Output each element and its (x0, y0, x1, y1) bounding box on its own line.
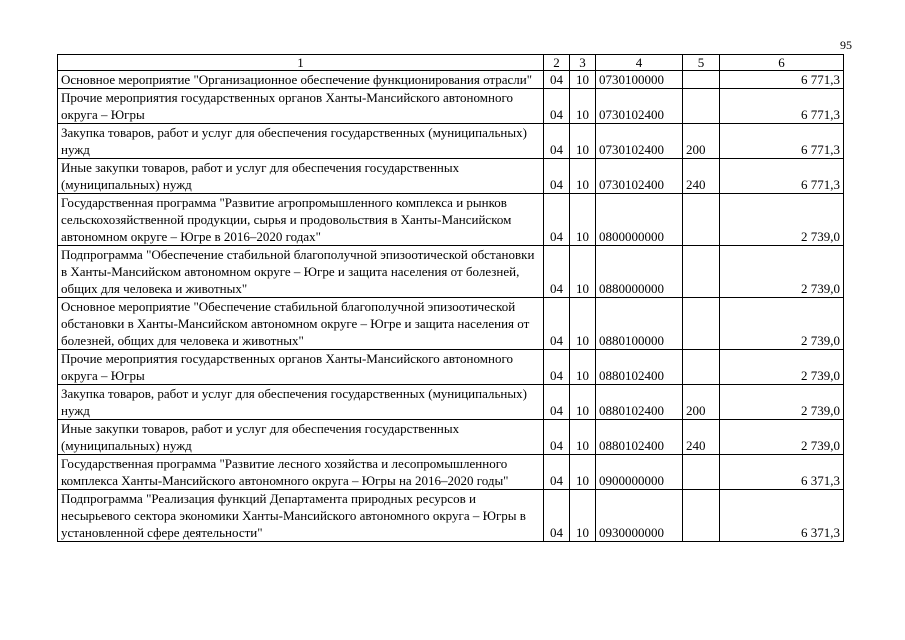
row-section: 04 (544, 420, 570, 455)
table-row (58, 490, 844, 542)
row-subsection: 10 (570, 194, 596, 246)
table-row (58, 159, 844, 194)
budget-table (57, 54, 844, 542)
row-subsection: 10 (570, 159, 596, 194)
row-section: 04 (544, 89, 570, 124)
row-amount: 6 371,3 (720, 490, 844, 542)
row-target: 0730102400 (596, 159, 683, 194)
row-type (683, 194, 720, 246)
row-subsection: 10 (570, 490, 596, 542)
row-section: 04 (544, 124, 570, 159)
row-type: 240 (683, 420, 720, 455)
row-name: Основное мероприятие "Обеспечение стабильной благополучной эпизоотической обстановки в Ханты-Мансийском автономном округе – Югре и защита населения от болезней, общих для человека и животных" (58, 298, 544, 350)
row-target: 0880102400 (596, 350, 683, 385)
row-amount: 2 739,0 (720, 298, 844, 350)
row-name: Иные закупки товаров, работ и услуг для обеспечения государственных (муниципальных) нужд (58, 159, 544, 194)
row-target: 0930000000 (596, 490, 683, 542)
row-name: Прочие мероприятия государственных органов Ханты-Мансийского автономного округа – Югры (58, 350, 544, 385)
row-section: 04 (544, 385, 570, 420)
row-target: 0730102400 (596, 124, 683, 159)
row-subsection: 10 (570, 455, 596, 490)
row-target: 0880000000 (596, 246, 683, 298)
table-row (58, 246, 844, 298)
row-amount: 6 371,3 (720, 455, 844, 490)
row-type: 200 (683, 385, 720, 420)
header-cell-amount: 6 (720, 55, 844, 71)
row-name: Подпрограмма "Обеспечение стабильной благополучной эпизоотической обстановки в Ханты-Мансийском автономном округе – Югре и защита населения от болезней, общих для человека и животных" (58, 246, 544, 298)
row-subsection: 10 (570, 350, 596, 385)
row-type (683, 89, 720, 124)
row-subsection: 10 (570, 385, 596, 420)
row-type (683, 298, 720, 350)
row-target: 0730102400 (596, 89, 683, 124)
row-type (683, 455, 720, 490)
row-subsection: 10 (570, 89, 596, 124)
row-amount: 2 739,0 (720, 385, 844, 420)
row-amount: 6 771,3 (720, 71, 844, 89)
table-row (58, 194, 844, 246)
row-name: Прочие мероприятия государственных органов Ханты-Мансийского автономного округа – Югры (58, 89, 544, 124)
row-amount: 6 771,3 (720, 159, 844, 194)
row-subsection: 10 (570, 420, 596, 455)
table-row (58, 124, 844, 159)
row-name: Закупка товаров, работ и услуг для обеспечения государственных (муниципальных) нужд (58, 385, 544, 420)
row-type: 240 (683, 159, 720, 194)
row-section: 04 (544, 246, 570, 298)
row-section: 04 (544, 159, 570, 194)
row-target: 0730100000 (596, 71, 683, 89)
row-target: 0880102400 (596, 385, 683, 420)
page-number: 95 (840, 38, 852, 52)
row-section: 04 (544, 194, 570, 246)
header-cell-type: 5 (683, 55, 720, 71)
table-row (58, 420, 844, 455)
row-amount: 2 739,0 (720, 246, 844, 298)
header-cell-target: 4 (596, 55, 683, 71)
row-target: 0880102400 (596, 420, 683, 455)
table-row (58, 89, 844, 124)
row-name: Закупка товаров, работ и услуг для обеспечения государственных (муниципальных) нужд (58, 124, 544, 159)
row-name: Подпрограмма "Реализация функций Департамента природных ресурсов и несырьевого сектора экономики Ханты-Мансийского автономного округа – Югры в установленной сфере деятельности" (58, 490, 544, 542)
row-target: 0800000000 (596, 194, 683, 246)
row-type (683, 350, 720, 385)
row-amount: 2 739,0 (720, 350, 844, 385)
row-name: Государственная программа "Развитие агропромышленного комплекса и рынков сельскохозяйственной продукции, сырья и продовольствия в Ханты-Мансийском автономном округе – Югре в 2016–2020 годах" (58, 194, 544, 246)
row-target: 0880100000 (596, 298, 683, 350)
row-type (683, 71, 720, 89)
row-amount: 6 771,3 (720, 124, 844, 159)
table-row (58, 350, 844, 385)
table-row (58, 455, 844, 490)
row-name: Иные закупки товаров, работ и услуг для обеспечения государственных (муниципальных) нужд (58, 420, 544, 455)
table-row (58, 385, 844, 420)
row-section: 04 (544, 298, 570, 350)
row-name: Государственная программа "Развитие лесного хозяйства и лесопромышленного комплекса Ханты-Мансийского автономного округа – Югры на 2016–2020 годы" (58, 455, 544, 490)
row-section: 04 (544, 455, 570, 490)
row-subsection: 10 (570, 246, 596, 298)
row-amount: 6 771,3 (720, 89, 844, 124)
row-type (683, 490, 720, 542)
row-section: 04 (544, 71, 570, 89)
row-section: 04 (544, 350, 570, 385)
row-type: 200 (683, 124, 720, 159)
table-row (58, 71, 844, 89)
row-subsection: 10 (570, 124, 596, 159)
table-row (58, 298, 844, 350)
row-amount: 2 739,0 (720, 194, 844, 246)
header-row (58, 55, 844, 71)
row-subsection: 10 (570, 71, 596, 89)
row-section: 04 (544, 490, 570, 542)
row-target: 0900000000 (596, 455, 683, 490)
row-subsection: 10 (570, 298, 596, 350)
header-cell-name: 1 (58, 55, 544, 71)
row-amount: 2 739,0 (720, 420, 844, 455)
header-cell-section: 2 (544, 55, 570, 71)
row-type (683, 246, 720, 298)
header-cell-subsection: 3 (570, 55, 596, 71)
row-name: Основное мероприятие "Организационное обеспечение функционирования отрасли" (58, 71, 544, 89)
